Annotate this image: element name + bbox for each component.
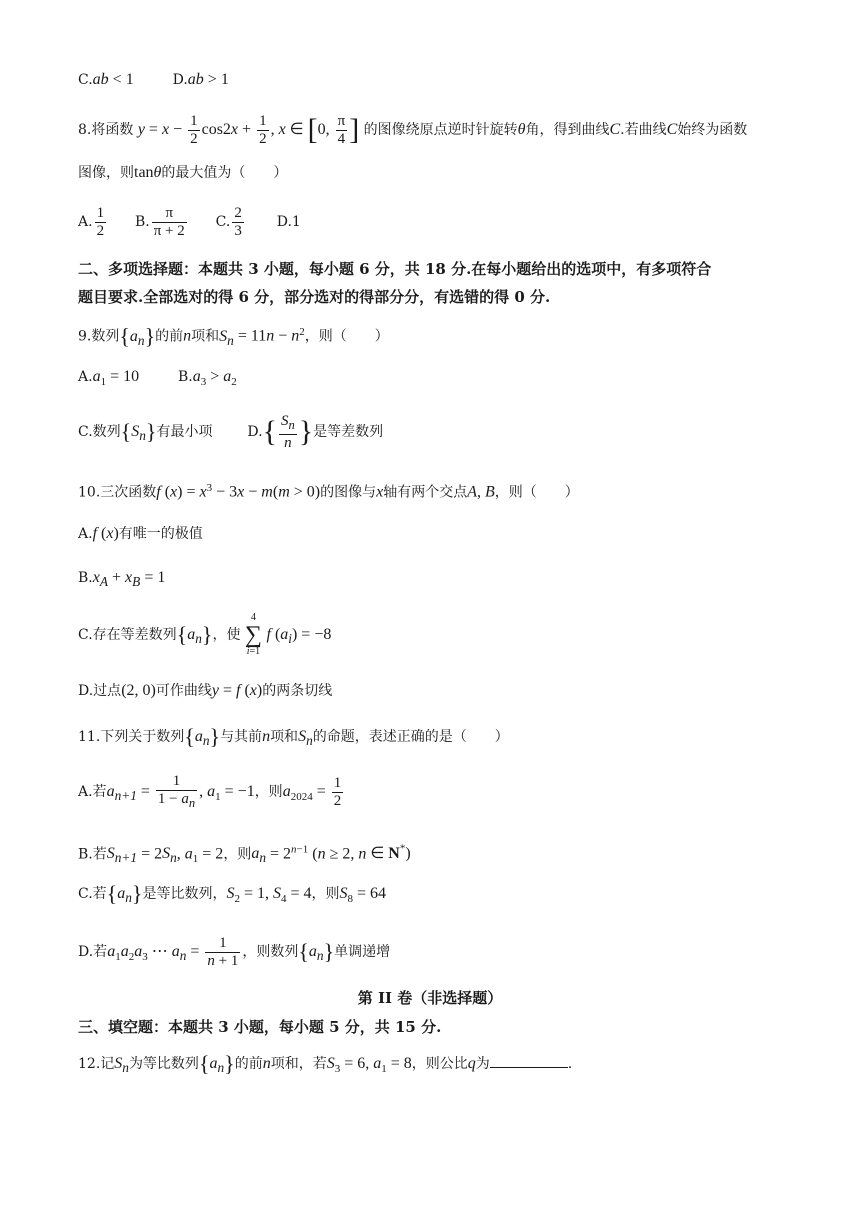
q8-option-d: D.1 [276,214,301,230]
section2-header-line2: 题目要求.全部选对的得 6 分，部分选对的得部分分，有选错的得 0 分. [78,288,551,306]
q8-options [78,202,301,242]
q7-options-cd [78,70,229,90]
fraction: $\frac{1}{2}$ [190,112,198,147]
q8-option-b: B. $\frac{\pi}{\pi + 2}$ [134,204,185,239]
q9-option-c: C.数列$\{S_n\}$有最小项 [78,419,213,444]
q10-option-a: A.f (x)有唯一的极值 [78,525,203,542]
q8-stem: 8.将函数 y = x − $\frac{1}{2}$ cos2x + $\frac{1}{2}$ , x ∈ [0, $\frac{\pi}{4}$ ] 的图像绕原点逆时针旋转θ角，得到曲线C.若曲线C始终为函数 [78,112,748,147]
q9-options-ab [78,367,237,392]
q7-option-c: C.ab < 1 [78,71,134,88]
q10-option-d: D.过点(2, 0)可作曲线y = f (x)的两条切线 [78,682,333,699]
q12-stem: 12.记$S_n$为等比数列$\{a_n\}$的前n项和，若$S_3 = 6$, $a_1 = 8$，则公比q为 . [78,1051,573,1076]
q11-option-c: C.若$\{a_n\}$是等比数列，$S_2 = 1$, $S_4 = 4$，则$S_8 = 64$ [78,881,387,906]
q8-option-c: C. $\frac{2}{3}$ [215,204,242,239]
section2-header-line1: 二、多项选择题：本题共 3 小题，每小题 6 分，共 18 分.在每小题给出的选项中，有多项符合 [78,260,712,278]
q11-option-d: D.若$a_1a_2a_3$ ⋯ $a_n$ = $\frac{1}{n + 1}$ ，则数列$\{a_n\}$单调递增 [78,934,391,969]
q11-option-b: B.若$S_{n+1} = 2S_n$, $a_1 = 2$，则$a_n = 2^{n-1}$ (n ≥ 2, n ∈ N*) [78,843,411,866]
q10-stem: 10.三次函数f $(x) = x^3 - 3x - m(m > 0)$的图像与x轴有两个交点A, B，则（ ） [78,482,579,501]
q10-option-c: C.存在等差数列$\{a_n\}$，使 4 ∑ i=1 f $(a_i) = -8$ [78,612,332,657]
fraction: $\frac{1}{2}$ [259,112,267,147]
q11-stem: 11.下列关于数列$\{a_n\}$与其前n项和$S_n$的命题，表述正确的是（ ） [78,724,509,749]
q9-option-a: $A.a_1 = 10$ [78,368,140,388]
part2-title: 第 II 卷（非选择题） [357,989,503,1007]
section3-header: 三、填空题：本题共 3 小题，每小题 5 分，共 15 分. [78,1018,442,1036]
q9-option-d: D.{ $\frac{S_n}{n}$ }是等差数列 [247,412,384,451]
q9-option-b: $B.a_3 > a_2$ [178,368,237,388]
q7-option-d: D.ab > 1 [172,71,229,88]
q9-stem: 9.数列$\{a_n\}$的前n项和$S_n = 11n - n^2$，则（ ） [78,323,389,349]
q9-options-cd [78,410,383,454]
q8-option-a: A. $\frac{1}{2}$ [78,204,105,239]
answer-blank[interactable] [490,1053,568,1068]
q8-stem-line2: 图像，则tanθ的最大值为（ ） [78,164,288,181]
fraction: $\frac{\pi}{4}$ [337,112,346,147]
q11-option-a: A.若$a_{n+1}$ = $\frac{1}{1 - a_n}$ , $a_1 = -1$，则$a_{2024}$ = $\frac{1}{2}$ [78,772,342,810]
q10-option-b: $B.x_A + x_B = 1$ [78,569,166,590]
